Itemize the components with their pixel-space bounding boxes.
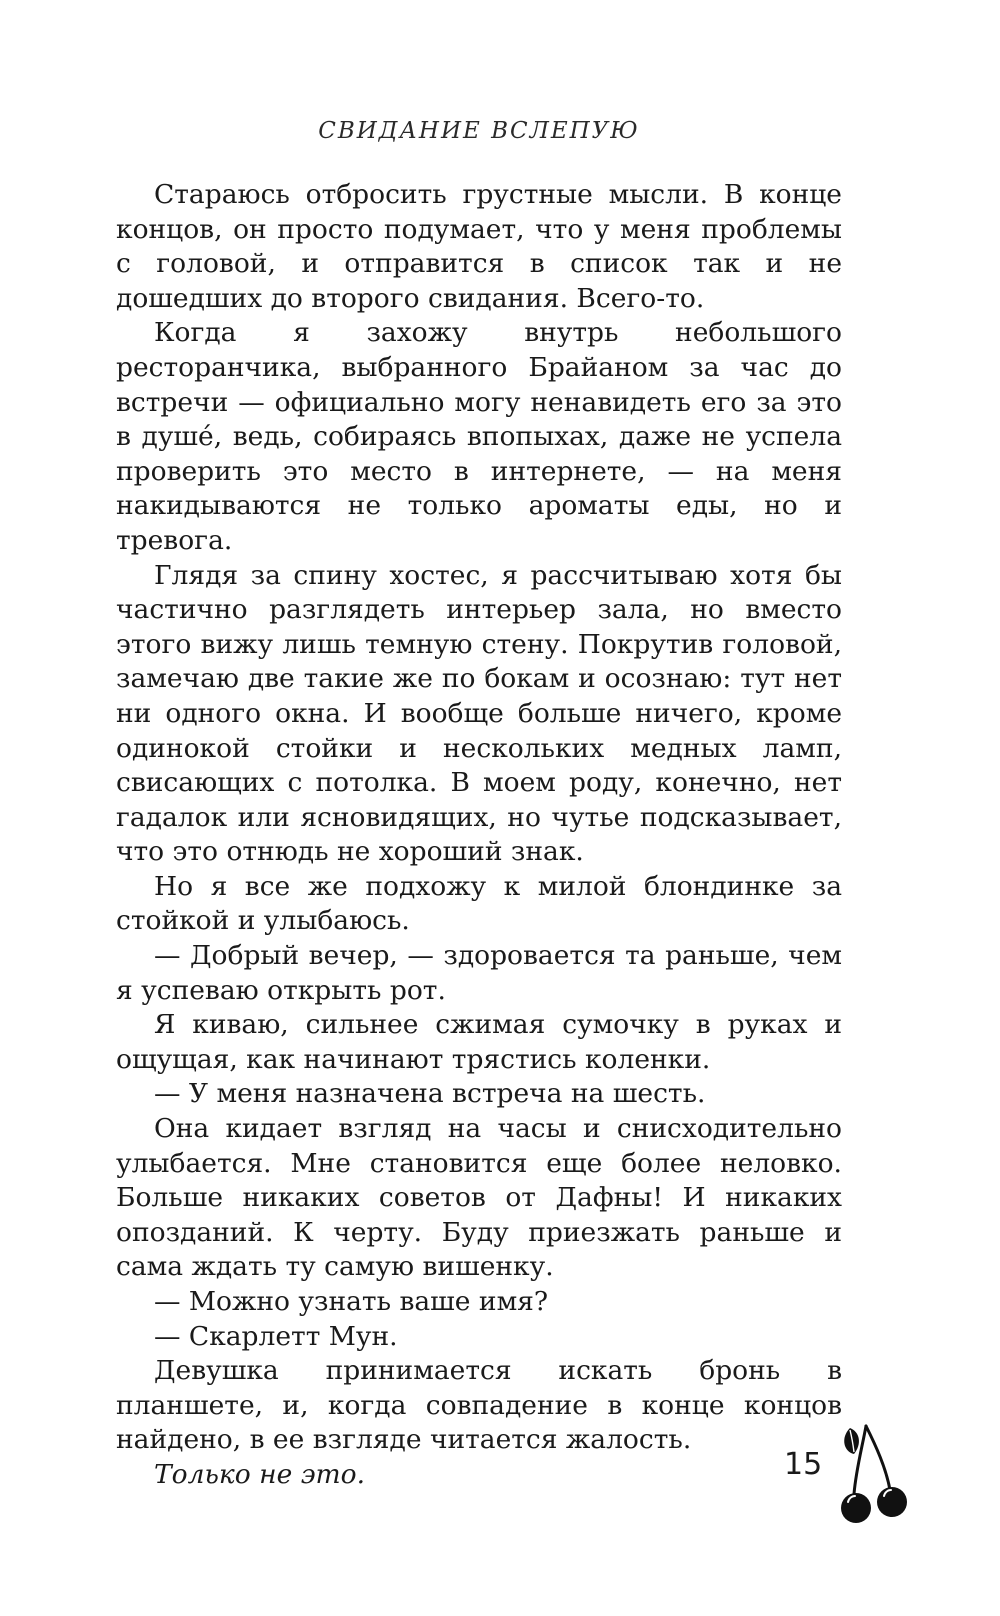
paragraph: Она кидает взгляд на часы и снисходительно улыбается. Мне становится еще более неловко. Больше никаких советов от Дафны! И никаких опозданий. К черту. Буду приезжать раньше и сама ждать ту самую вишенку.	[116, 1113, 842, 1283]
paragraph: Когда я захожу внутрь небольшого ресторанчика, выбранного Брайаном за час до встречи — официально могу ненавидеть его за это в душé, ведь, собираясь впопыхах, даже не успела проверить это место в интернете, — на меня накидываются не только ароматы еды, но и тревога.	[116, 317, 842, 556]
body-text	[116, 178, 842, 1493]
page-number: 15	[784, 1447, 823, 1482]
cherry-icon	[840, 1422, 916, 1526]
dialogue-line: — Можно узнать ваше имя?	[154, 1286, 549, 1317]
paragraph: Глядя за спину хостес, я рассчитываю хотя бы частично разглядеть интерьер зала, но вместо этого вижу лишь темную стену. Покрутив головой, замечаю две такие же по бокам и осознаю: тут нет ни одного окна. И вообще больше ничего, кроме одинокой стойки и нескольких медных ламп, свисающих с потолка. В моем роду, конечно, нет гадалок или ясновидящих, но чутье подсказывает, что это отнюдь не хороший знак.	[116, 559, 842, 868]
paragraph: Девушка принимается искать бронь в планшете, и, когда совпадение в конце концов найдено, в ее взгляде читается жалость.	[116, 1355, 842, 1456]
dialogue-line: — Скарлетт Мун.	[154, 1320, 398, 1352]
running-title: СВИДАНИЕ ВСЛЕПУЮ	[318, 118, 640, 144]
paragraph: Я киваю, сильнее сжимая сумочку в руках и ощущая, как начинают трястись коленки.	[116, 1009, 842, 1075]
dialogue-line: — У меня назначена встреча на шесть.	[154, 1078, 706, 1110]
dialogue-line: — Добрый вечер, — здоровается та раньше, чем я успеваю открыть рот.	[116, 940, 842, 1006]
italic-thought: Только не это.	[154, 1458, 366, 1490]
paragraph: Но я все же подхожу к милой блондинке за стойкой и улыбаюсь.	[116, 870, 842, 937]
paragraph: Стараюсь отбросить грустные мысли. В конце концов, он просто подумает, что у меня проблемы с головой, и отправится в список так и не дошедших до второго свидания. Всего-то.	[116, 179, 842, 314]
